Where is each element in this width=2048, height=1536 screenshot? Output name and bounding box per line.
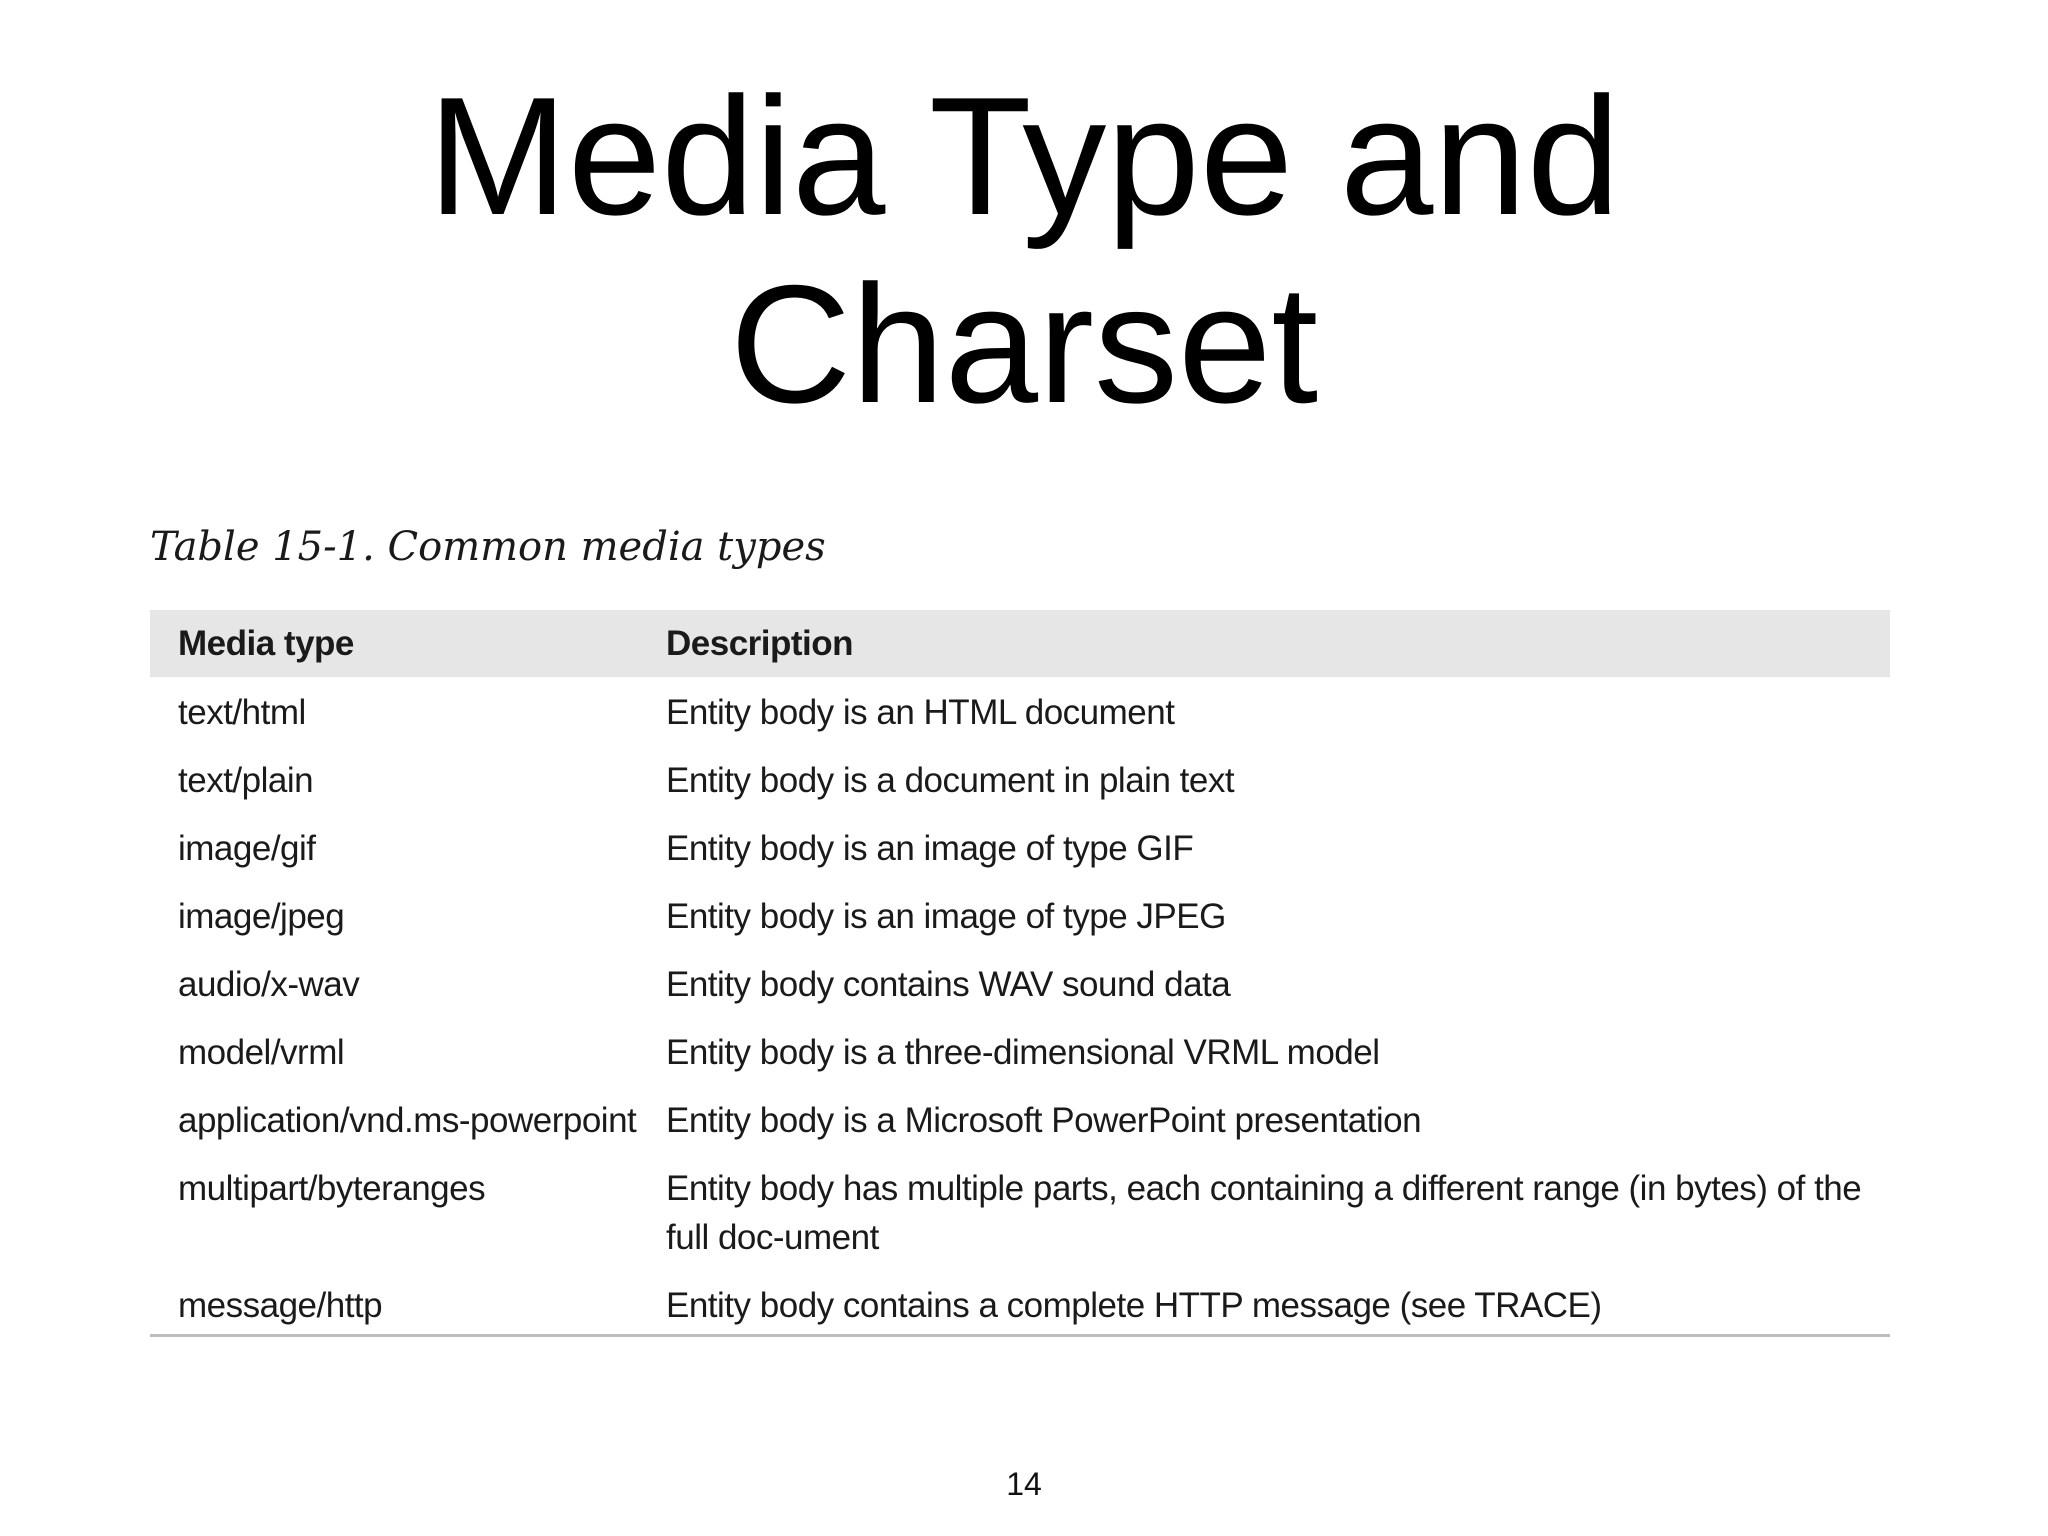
description-cell: Entity body is an image of type GIF <box>666 829 1194 868</box>
table-row <box>150 745 1890 813</box>
table-header-row <box>150 610 1890 677</box>
table-row <box>150 1085 1890 1153</box>
table-row <box>150 1153 1890 1270</box>
column-header-media-type: Media type <box>178 623 354 663</box>
table-caption: Table 15-1. Common media types <box>150 524 826 570</box>
slide-title-line-1: Media Type and <box>427 62 1621 250</box>
slide-title-line-2: Charset <box>729 250 1319 438</box>
media-type-cell: image/jpeg <box>178 897 345 936</box>
table-bottom-rule <box>150 1334 1890 1337</box>
media-type-cell: image/gif <box>178 829 316 868</box>
media-type-cell: message/http <box>178 1286 383 1325</box>
media-type-cell: audio/x-wav <box>178 965 360 1004</box>
description-cell: Entity body is an HTML document <box>666 693 1175 732</box>
media-type-cell: application/vnd.ms-powerpoint <box>178 1101 637 1140</box>
description-cell: Entity body contains a complete HTTP message (see TRACE) <box>666 1286 1602 1325</box>
table-row <box>150 949 1890 1017</box>
media-type-cell: multipart/byteranges <box>178 1169 486 1208</box>
media-types-table <box>150 610 1890 1338</box>
description-cell: Entity body is a three-dimensional VRML model <box>666 1033 1380 1072</box>
media-type-cell: text/html <box>178 693 306 732</box>
table-row <box>150 813 1890 881</box>
media-type-cell: model/vrml <box>178 1033 345 1072</box>
media-types-table-container <box>150 610 1890 1338</box>
table-body <box>150 677 1890 1338</box>
description-cell: Entity body is a document in plain text <box>666 761 1235 800</box>
description-cell: Entity body is a Microsoft PowerPoint presentation <box>666 1101 1422 1140</box>
description-cell: Entity body contains WAV sound data <box>666 965 1231 1004</box>
table-row <box>150 677 1890 745</box>
table-row <box>150 881 1890 949</box>
description-cell: Entity body is an image of type JPEG <box>666 897 1226 936</box>
media-type-cell: text/plain <box>178 761 314 800</box>
table-row <box>150 1270 1890 1338</box>
page-number: 14 <box>1006 1466 1042 1502</box>
slide-title <box>0 62 2048 438</box>
column-header-description: Description <box>666 623 854 663</box>
table-row <box>150 1017 1890 1085</box>
table-header <box>150 610 1890 677</box>
description-cell: Entity body has multiple parts, each containing a different range (in bytes) of the full doc-ument <box>666 1169 1862 1257</box>
